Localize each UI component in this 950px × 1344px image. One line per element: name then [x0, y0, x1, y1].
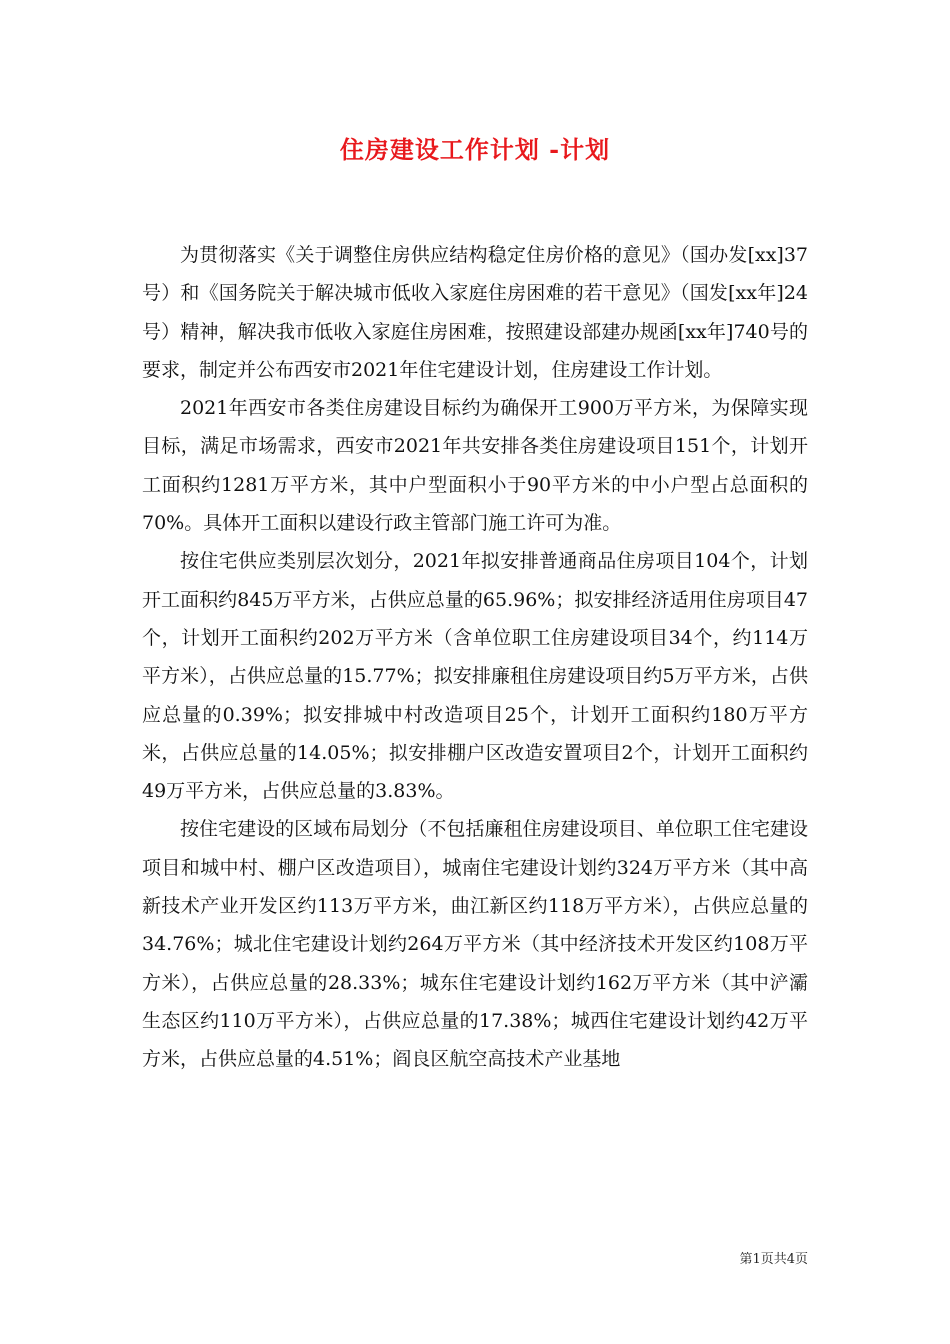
document-body [142, 236, 808, 1079]
paragraph-1: 为贯彻落实《关于调整住房供应结构稳定住房价格的意见》（国办发[xx]37号）和《国务院关于解决城市低收入家庭住房困难的若干意见》（国发[xx年]24号）精神，解决我市低收入家庭住房困难，按照建设部建办规函[xx年]740号的要求，制定并公布西安市2021年住宅建设计划，住房建设工作计划。 [142, 244, 808, 381]
paragraph-3: 按住宅供应类别层次划分，2021年拟安排普通商品住房项目104个，计划开工面积约845万平方米，占供应总量的65.96%；拟安排经济适用住房项目47个，计划开工面积约202万平方米（含单位职工住房建设项目34个，约114万平方米），占供应总量的15.77%；拟安排廉租住房建设项目约5万平方米，占供应总量的0.39%；拟安排城中村改造项目25个，计划开工面积约180万平方米，占供应总量的14.05%；拟安排棚户区改造安置项目2个，计划开工面积约49万平方米，占供应总量的3.83%。 [142, 550, 808, 803]
document-title: 住房建设工作计划 -计划 [339, 135, 611, 164]
paragraph-2: 2021年西安市各类住房建设目标约为确保开工900万平方米，为保障实现目标，满足市场需求，西安市2021年共安排各类住房建设项目151个，计划开工面积约1281万平方米，其中户型面积小于90平方米的中小户型占总面积的70%。具体开工面积以建设行政主管部门施工许可为准。 [142, 397, 808, 535]
paragraph-4: 按住宅建设的区域布局划分（不包括廉租住房建设项目、单位职工住宅建设项目和城中村、棚户区改造项目），城南住宅建设计划约324万平方米（其中高新技术产业开发区约113万平方米，曲江新区约118万平方米），占供应总量的34.76%；城北住宅建设计划约264万平方米（其中经济技术开发区约108万平方米），占供应总量的28.33%；城东住宅建设计划约162万平方米（其中浐灞生态区约110万平方米），占供应总量的17.38%；城西住宅建设计划约42万平方米，占供应总量的4.51%；阎良区航空高技术产业基地 [142, 818, 808, 1071]
page-number: 第1页共4页 [739, 1252, 808, 1267]
